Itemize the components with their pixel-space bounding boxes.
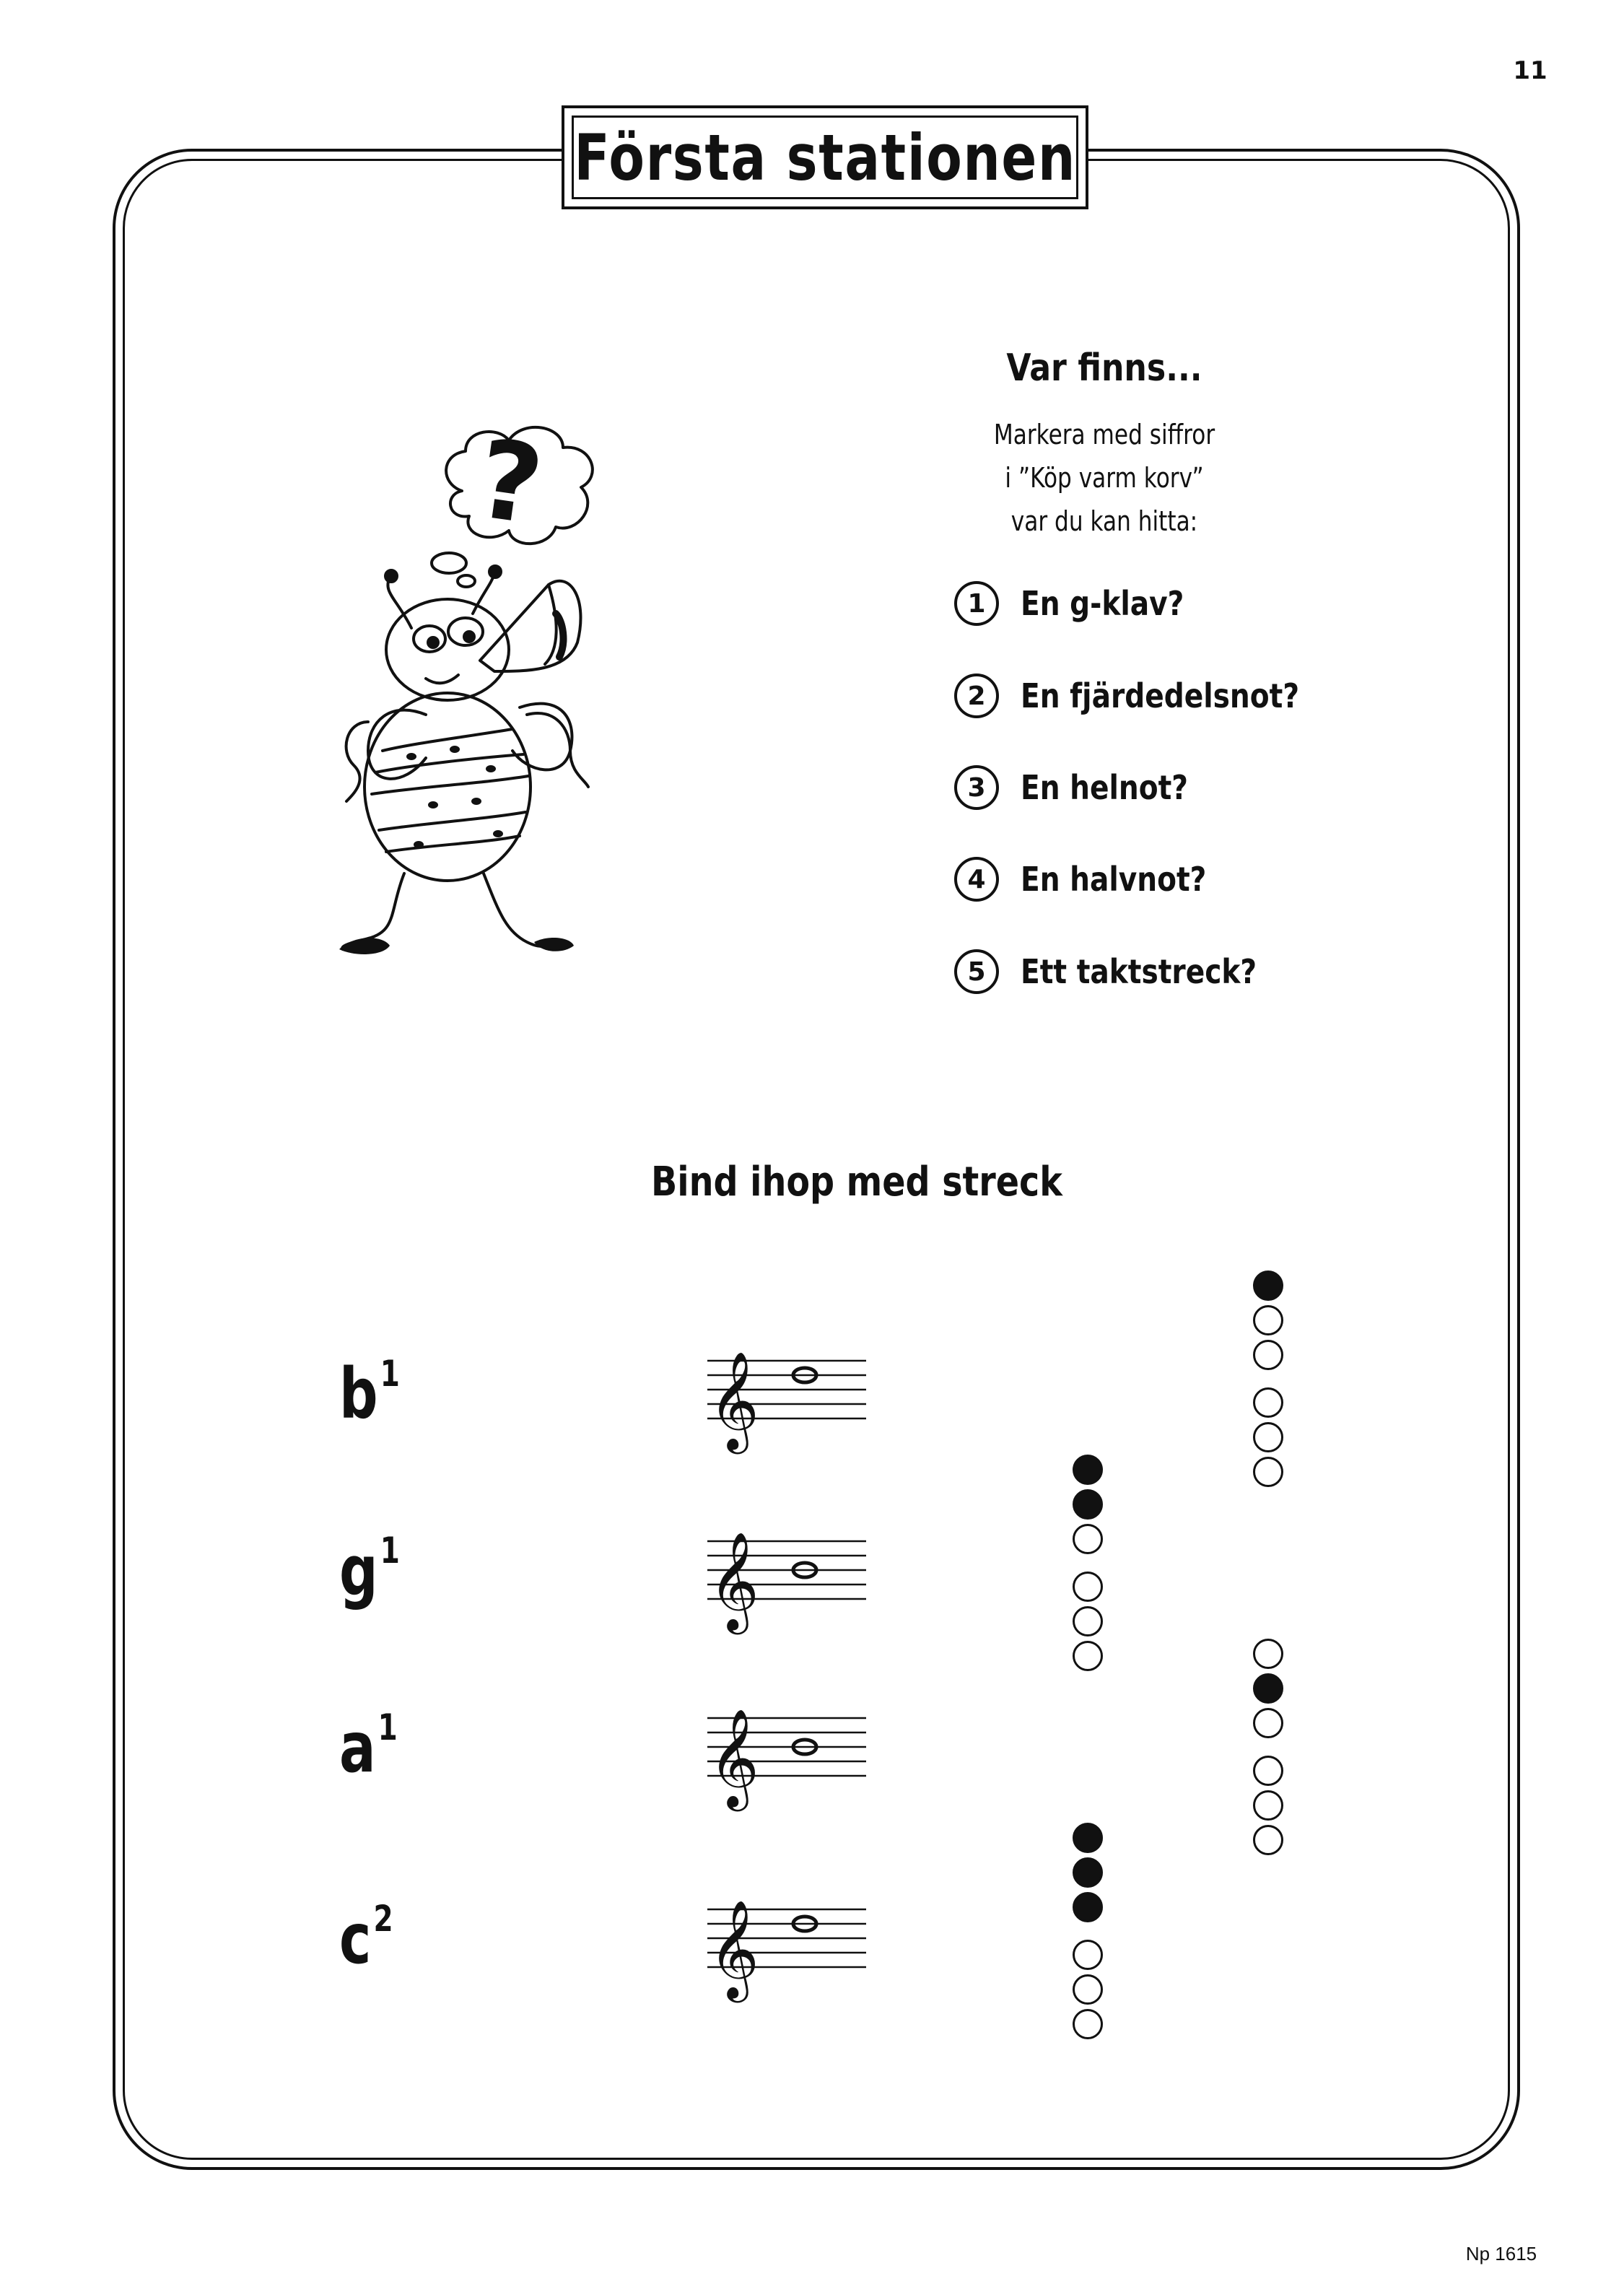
open-hole-icon: [1253, 1387, 1283, 1418]
closed-hole-icon: [1253, 1270, 1283, 1301]
question-number: 2: [954, 674, 999, 718]
note-letter: b: [339, 1354, 378, 1434]
question-text: En g-klav?: [1021, 584, 1184, 623]
open-hole-icon: [1253, 1639, 1283, 1669]
note-letter: g: [339, 1530, 378, 1611]
question-item: [954, 670, 1348, 722]
question-item: [954, 762, 1218, 814]
find-heading: Var finns...: [1006, 346, 1202, 390]
question-item: [954, 853, 1239, 905]
open-hole-icon: [1073, 2009, 1103, 2039]
treble-clef-icon: 𝄞: [709, 1899, 759, 1998]
question-item: [954, 577, 1213, 629]
question-item: [954, 946, 1298, 998]
open-hole-icon: [1073, 1606, 1103, 1636]
open-hole-icon: [1253, 1457, 1283, 1487]
closed-hole-icon: [1073, 1892, 1103, 1922]
bug-illustration: [339, 411, 671, 982]
note-label: [339, 1707, 452, 1788]
find-instructions: [968, 413, 1240, 543]
closed-hole-icon: [1073, 1489, 1103, 1520]
open-hole-icon: [1073, 1974, 1103, 2005]
open-hole-icon: [1253, 1340, 1283, 1370]
note-label: [339, 1354, 452, 1434]
closed-hole-icon: [1253, 1673, 1283, 1704]
staff-c2: [707, 1321, 873, 1465]
match-heading: Bind ihop med streck: [651, 1159, 1062, 1206]
staff-c2-second: [707, 1870, 873, 2014]
treble-clef-icon: 𝄞: [709, 1707, 759, 1807]
question-text: En halvnot?: [1021, 860, 1207, 899]
open-hole-icon: [1253, 1422, 1283, 1452]
open-hole-icon: [1253, 1825, 1283, 1855]
note-label: [339, 1530, 452, 1611]
question-number: 4: [954, 857, 999, 902]
note-octave: 1: [377, 1707, 398, 1748]
note-label: [339, 1899, 452, 1979]
note-letter: c: [339, 1899, 372, 1979]
instruction-line: var du kan hitta:: [1010, 505, 1198, 537]
open-hole-icon: [1253, 1708, 1283, 1738]
question-text: Ett taktstreck?: [1021, 952, 1257, 991]
question-number: 5: [954, 949, 999, 994]
open-hole-icon: [1073, 1641, 1103, 1671]
open-hole-icon: [1073, 1940, 1103, 1970]
question-number: 1: [954, 581, 999, 626]
treble-clef-icon: 𝄞: [709, 1530, 759, 1630]
question-number: 3: [954, 765, 999, 810]
svg-text:?: ?: [470, 416, 550, 550]
open-hole-icon: [1253, 1305, 1283, 1335]
staff-b1-second: [707, 1678, 873, 1823]
note-octave: 2: [373, 1898, 393, 1940]
treble-clef-icon: 𝄞: [709, 1350, 759, 1450]
instruction-line: Markera med siffror: [993, 419, 1215, 450]
closed-hole-icon: [1073, 1857, 1103, 1888]
footer-code: Np 1615: [1465, 2243, 1537, 2265]
staff-b1: [707, 1501, 873, 1646]
closed-hole-icon: [1073, 1455, 1103, 1485]
open-hole-icon: [1073, 1572, 1103, 1602]
title-box: [562, 105, 1088, 209]
closed-hole-icon: [1073, 1823, 1103, 1853]
note-letter: a: [339, 1707, 376, 1788]
open-hole-icon: [1253, 1756, 1283, 1786]
note-octave: 1: [380, 1530, 400, 1572]
question-text: En helnot?: [1021, 768, 1188, 807]
open-hole-icon: [1073, 1524, 1103, 1554]
page-title: Första stationen: [574, 120, 1076, 195]
note-octave: 1: [380, 1353, 400, 1395]
page-number: 11: [1513, 56, 1547, 85]
question-text: En fjärdedelsnot?: [1021, 676, 1300, 715]
instruction-line: i ”Köp varm korv”: [1005, 462, 1204, 494]
open-hole-icon: [1253, 1790, 1283, 1821]
